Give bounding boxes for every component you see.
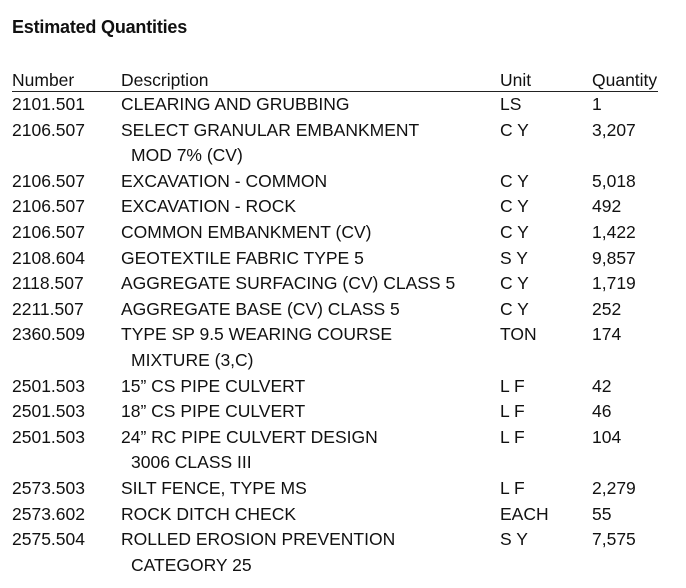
- item-description: 18” CS PIPE CULVERT: [121, 401, 306, 422]
- item-unit: L F: [500, 477, 525, 498]
- item-quantity: 3,207: [592, 119, 636, 140]
- item-description-continued: CATEGORY 25: [131, 554, 252, 575]
- item-unit: C Y: [500, 196, 529, 217]
- item-number: 2501.503: [12, 426, 85, 447]
- table-row: [12, 502, 662, 528]
- item-quantity: 104: [592, 426, 622, 447]
- item-unit: EACH: [500, 503, 549, 524]
- item-unit: C Y: [500, 221, 529, 242]
- item-unit: L F: [500, 401, 525, 422]
- item-description: EXCAVATION - ROCK: [121, 196, 297, 217]
- item-number: 2501.503: [12, 401, 85, 422]
- table-header-row: [12, 68, 662, 92]
- item-quantity: 7,575: [592, 529, 636, 550]
- item-quantity: 5,018: [592, 170, 636, 191]
- table-row: [12, 194, 662, 220]
- item-description-continued: 3006 CLASS III: [131, 452, 252, 473]
- item-number: 2101.501: [12, 94, 85, 114]
- column-header-quantity: Quantity: [592, 70, 658, 90]
- column-header-description: Description: [121, 70, 209, 90]
- item-quantity: 46: [592, 401, 612, 422]
- item-number: 2118.507: [12, 273, 84, 294]
- item-description: AGGREGATE BASE (CV) CLASS 5: [121, 298, 400, 319]
- item-number: 2573.503: [12, 477, 85, 498]
- table-row: [12, 118, 662, 169]
- item-number: 2106.507: [12, 119, 85, 140]
- item-description: GEOTEXTILE FABRIC TYPE 5: [121, 247, 364, 268]
- item-unit: TON: [500, 324, 537, 345]
- item-number: 2106.507: [12, 170, 85, 191]
- item-description: SELECT GRANULAR EMBANKMENT: [121, 119, 420, 140]
- item-description-continued: MIXTURE (3,C): [131, 349, 254, 370]
- item-unit: L F: [500, 426, 525, 447]
- table-row: [12, 246, 662, 272]
- item-description: CLEARING AND GRUBBING: [121, 94, 350, 114]
- item-number: 2106.507: [12, 196, 85, 217]
- item-quantity: 252: [592, 298, 622, 319]
- table-row: [12, 476, 662, 502]
- item-description: COMMON EMBANKMENT (CV): [121, 221, 372, 242]
- item-quantity: 42: [592, 375, 612, 396]
- item-description: ROCK DITCH CHECK: [121, 503, 297, 524]
- item-description: AGGREGATE SURFACING (CV) CLASS 5: [121, 273, 456, 294]
- item-quantity: 1,422: [592, 221, 636, 242]
- column-header-number: Number: [12, 70, 75, 90]
- item-unit: L F: [500, 375, 525, 396]
- item-unit: S Y: [500, 529, 528, 550]
- table-row: [12, 322, 662, 373]
- table-row: [12, 271, 662, 297]
- item-unit: C Y: [500, 273, 529, 294]
- item-number: 2573.602: [12, 503, 85, 524]
- item-quantity: 1: [592, 94, 602, 114]
- table-row: [12, 92, 662, 118]
- item-quantity: 492: [592, 196, 622, 217]
- item-description: TYPE SP 9.5 WEARING COURSE: [121, 324, 392, 345]
- item-description: SILT FENCE, TYPE MS: [121, 477, 307, 498]
- item-number: 2575.504: [12, 529, 85, 550]
- item-number: 2108.604: [12, 247, 85, 268]
- table-row: [12, 425, 662, 476]
- item-number: 2501.503: [12, 375, 85, 396]
- table-row: [12, 297, 662, 323]
- item-unit: C Y: [500, 119, 529, 140]
- item-description: 24” RC PIPE CULVERT DESIGN: [121, 426, 378, 447]
- item-description-continued: MOD 7% (CV): [131, 145, 243, 166]
- item-unit: LS: [500, 94, 522, 114]
- item-quantity: 174: [592, 324, 622, 345]
- document-title: Estimated Quantities: [12, 17, 188, 37]
- item-quantity: 2,279: [592, 477, 636, 498]
- item-number: 2211.507: [12, 298, 84, 319]
- item-quantity: 1,719: [592, 273, 636, 294]
- table-row: [12, 374, 662, 400]
- item-number: 2106.507: [12, 221, 85, 242]
- table-row: [12, 169, 662, 195]
- item-quantity: 9,857: [592, 247, 636, 268]
- item-quantity: 55: [592, 503, 612, 524]
- item-unit: C Y: [500, 298, 529, 319]
- item-description: ROLLED EROSION PREVENTION: [121, 529, 396, 550]
- item-unit: C Y: [500, 170, 529, 191]
- table-row: [12, 527, 662, 578]
- item-description: 15” CS PIPE CULVERT: [121, 375, 306, 396]
- item-unit: S Y: [500, 247, 528, 268]
- table-body: [12, 92, 662, 578]
- table-row: [12, 220, 662, 246]
- item-number: 2360.509: [12, 324, 85, 345]
- column-header-unit: Unit: [500, 70, 532, 90]
- table-row: [12, 399, 662, 425]
- quantities-table: [12, 68, 662, 578]
- item-description: EXCAVATION - COMMON: [121, 170, 328, 191]
